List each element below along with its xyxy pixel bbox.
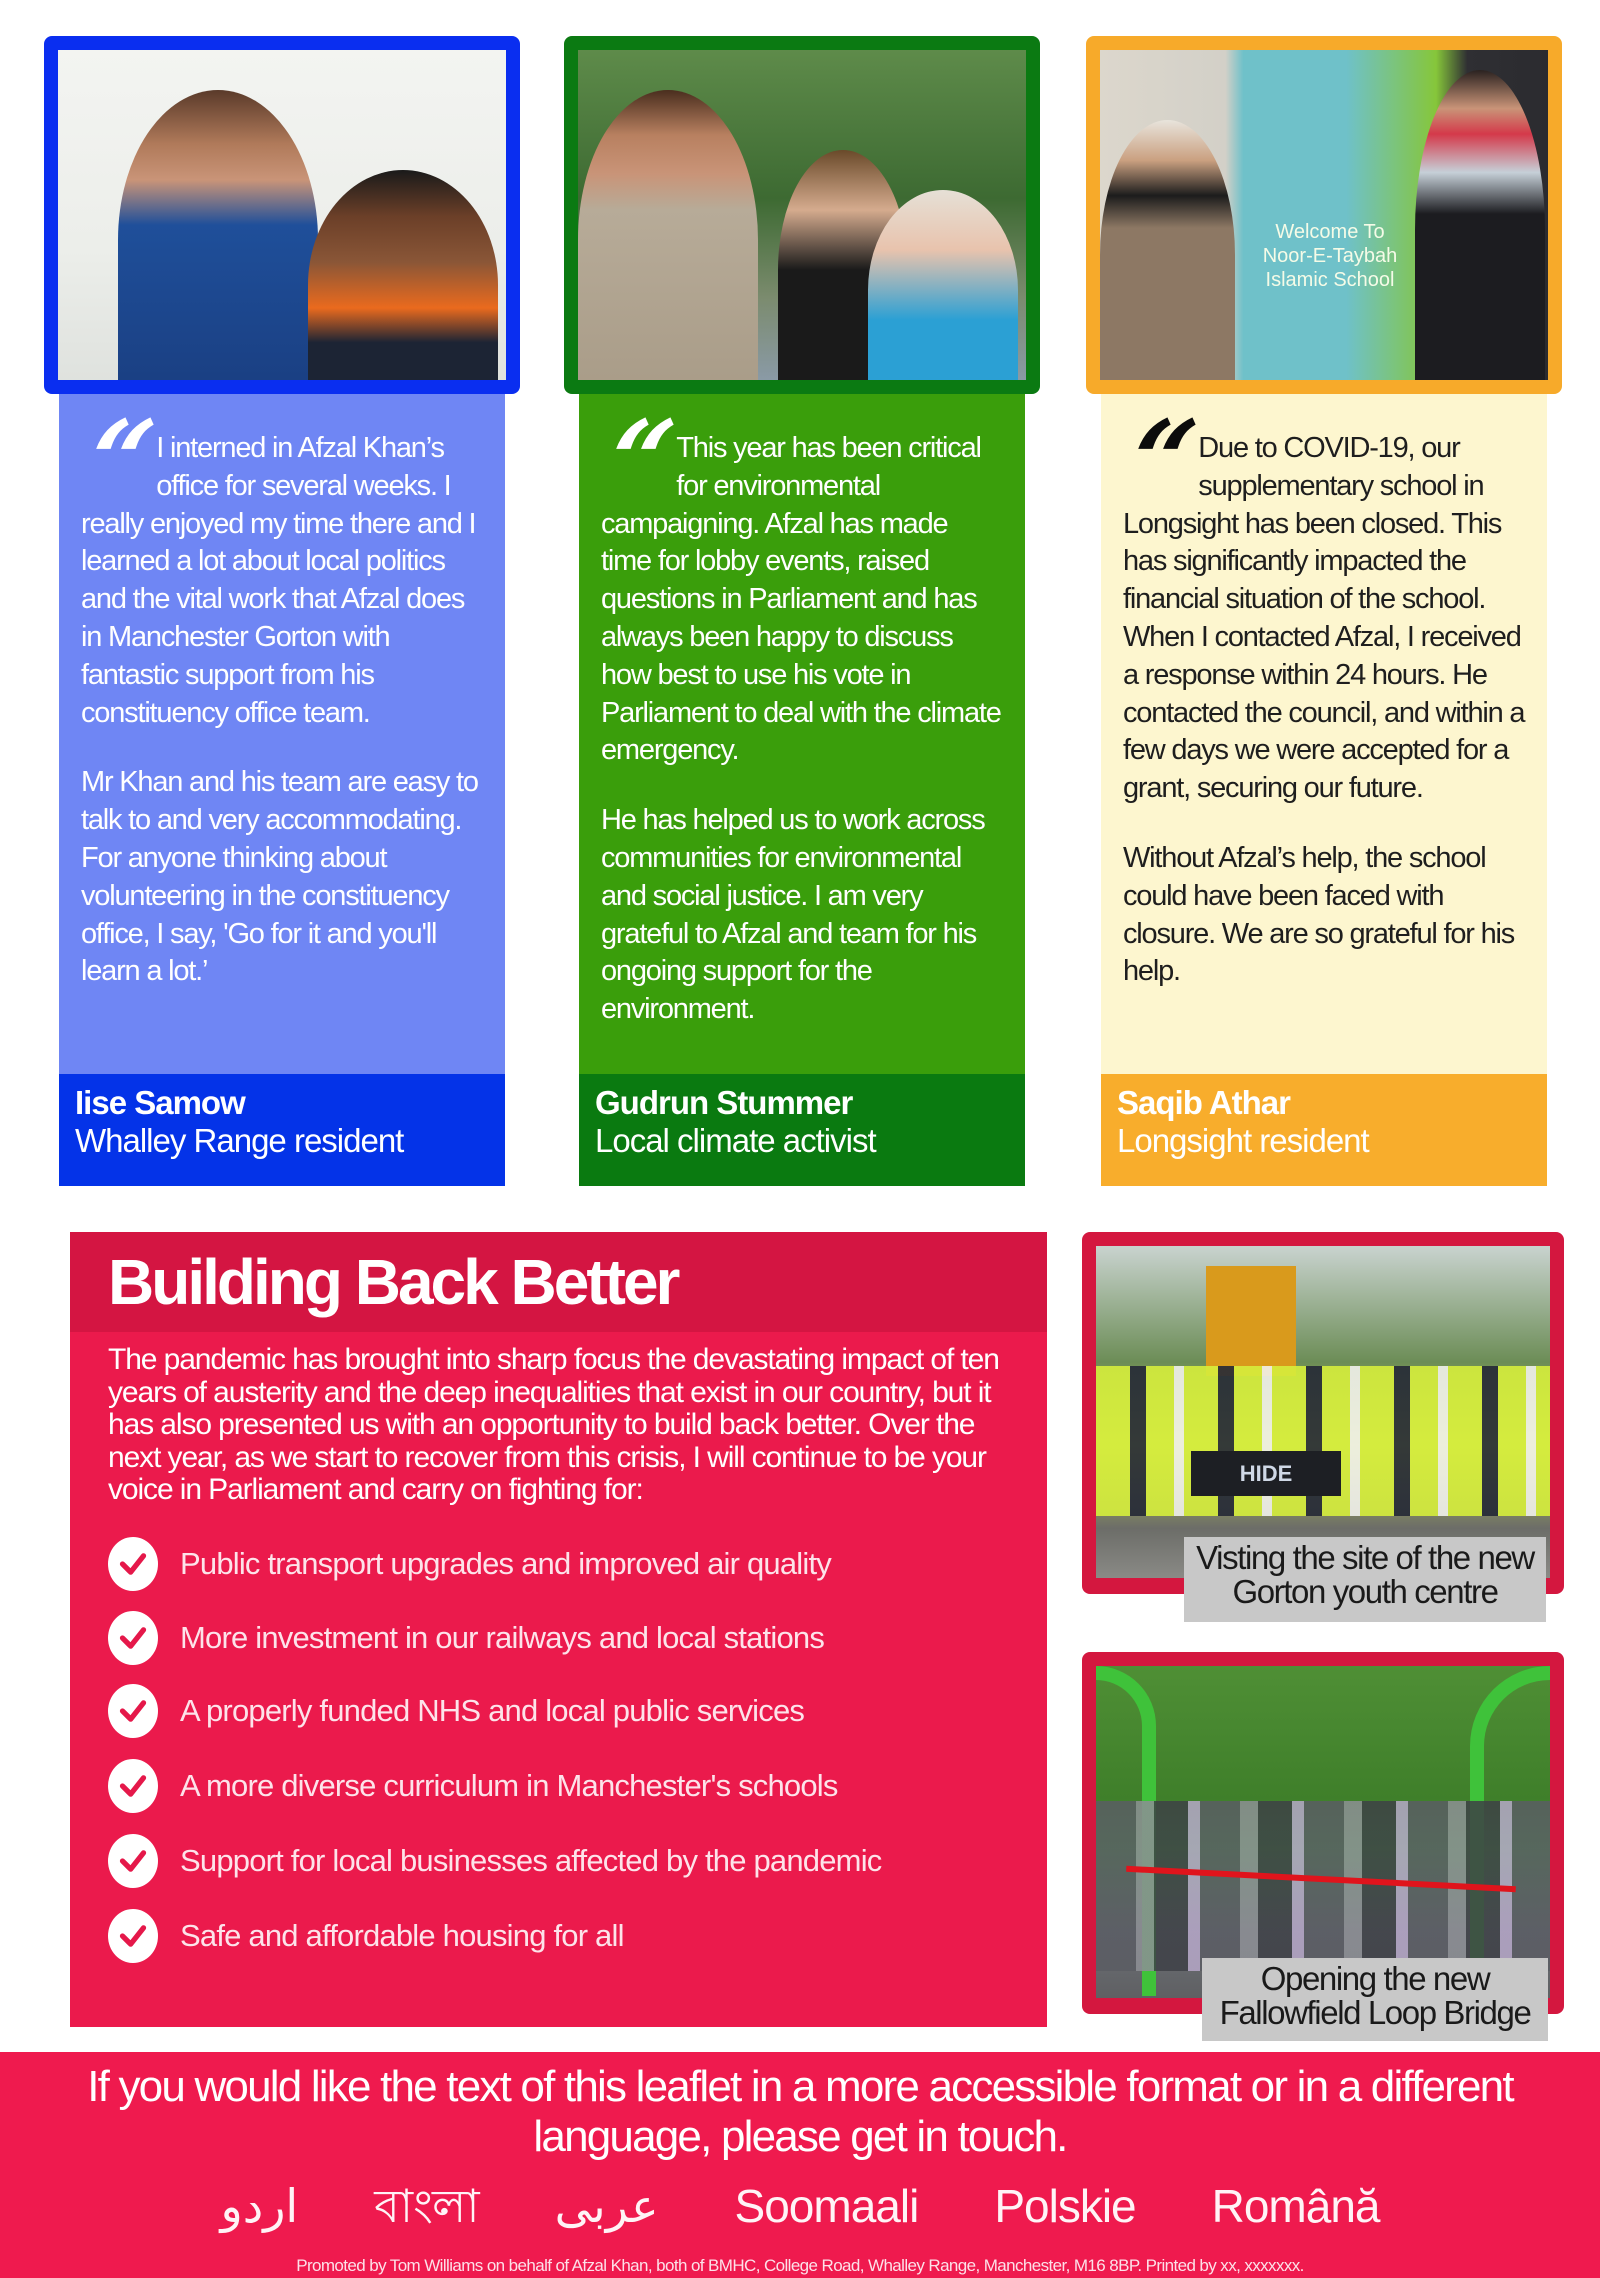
pledge-text: A properly funded NHS and local public services — [180, 1693, 805, 1728]
person-name: Gudrun Stummer — [595, 1084, 853, 1121]
photo-caption: Opening the new Fallowfield Loop Bridge — [1202, 1958, 1548, 2041]
quote-mark-icon: “ — [1123, 396, 1193, 525]
testimonial-photo — [58, 50, 506, 380]
checkmark-icon — [108, 1611, 158, 1665]
banner-text: HIDE — [1191, 1451, 1341, 1496]
language-polish: Polskie — [994, 2180, 1136, 2232]
language-urdu: اردو — [220, 2180, 299, 2232]
pledge-text: Safe and affordable housing for all — [180, 1918, 624, 1953]
quote-paragraph: Without Afzal’s help, the school could have been faced with closure. We are so grateful for his help. — [1123, 841, 1515, 988]
pledge-text: A more diverse curriculum in Manchester's schools — [180, 1768, 838, 1803]
language-arabic: عربى — [554, 2180, 659, 2232]
photo-caption: Visting the site of the new Gorton youth centre — [1184, 1537, 1546, 1622]
language-list — [0, 2176, 1600, 2236]
youth-centre-photo — [1096, 1246, 1550, 1578]
checkmark-icon — [108, 1537, 158, 1591]
checkmark-icon — [108, 1909, 158, 1963]
photo-frame — [1086, 36, 1562, 394]
quote-mark-icon: “ — [601, 396, 671, 525]
building-back-better-panel — [70, 1232, 1047, 2027]
attribution — [1101, 1074, 1547, 1186]
pledge-item — [108, 1824, 1047, 1899]
quote-panel — [579, 394, 1025, 1074]
quote-paragraph: Mr Khan and his team are easy to talk to and very accommodating. For anyone thinking about volunteering in the constituency office, I say, 'Go for it and you'll learn a lot.’ — [81, 766, 478, 988]
language-bengali: বাংলা — [374, 2180, 479, 2232]
pledge-item — [108, 1527, 1047, 1602]
quote-panel — [1101, 394, 1547, 1074]
checkmark-icon — [108, 1834, 158, 1888]
person-name: Saqib Athar — [1117, 1084, 1290, 1121]
testimonial-photo — [578, 50, 1026, 380]
section-intro: The pandemic has brought into sharp focus the devastating impact of ten years of austerity and the deep inequalities that exist in our country, but it has also presented us with an opportunity to build back better. Over the next year, as we start to recover from this crisis, I will continue to be your voice in Parliament and carry on fighting for: — [108, 1343, 999, 1506]
quote-paragraph: Due to COVID-19, our supplementary school in Longsight has been closed. This has significantly impacted the financial situation of the school. When I contacted Afzal, I received a response within 24 hours. He contacted the council, and within a few days we were accepted for a grant, securing our future. — [1123, 432, 1525, 805]
section-title: Building Back Better — [108, 1246, 678, 1318]
quote-paragraph: He has helped us to work across communities for environmental and social justice. I am very grateful to Afzal and team for his ongoing support for the environment. — [601, 804, 985, 1026]
person-role: Local climate activist — [595, 1122, 876, 1159]
pledge-item — [108, 1749, 1047, 1824]
pledge-item — [108, 1674, 1047, 1749]
testimonial-card-saqib-athar — [1086, 36, 1562, 1186]
language-somali: Soomaali — [734, 2180, 919, 2232]
pledge-item — [108, 1602, 1047, 1674]
person-role: Longsight resident — [1117, 1122, 1369, 1159]
imprint-text: Promoted by Tom Williams on behalf of Afzal Khan, both of BMHC, College Road, Whalley Range, Manchester, M16 8BP. Printed by xx, xxxxxxx. — [296, 2256, 1304, 2275]
attribution — [579, 1074, 1025, 1186]
attribution — [59, 1074, 505, 1186]
pledge-list — [70, 1507, 1047, 1974]
person-name: Iise Samow — [75, 1084, 245, 1121]
testimonial-card-iise-samow — [44, 36, 520, 1186]
testimonial-card-gudrun-stummer — [564, 36, 1040, 1186]
language-romanian: Română — [1211, 2180, 1380, 2232]
quote-panel — [59, 394, 505, 1074]
checkmark-icon — [108, 1759, 158, 1813]
bridge-opening-photo — [1096, 1666, 1550, 1998]
pledge-item — [108, 1899, 1047, 1974]
pledge-text: More investment in our railways and local stations — [180, 1619, 825, 1655]
pledge-text: Public transport upgrades and improved air quality — [180, 1546, 831, 1581]
quote-paragraph: This year has been critical for environmental campaigning. Afzal has made time for lobby events, raised questions in Parliament and has always been happy to discuss how best to use his vote in Parliament to deal with the climate emergency. — [601, 432, 1001, 767]
accessibility-footer — [0, 2052, 1600, 2278]
testimonial-photo — [1100, 50, 1548, 380]
quote-paragraph: I interned in Afzal Khan’s office for several weeks. I really enjoyed my time there and I learned a lot about local politics and the vital work that Afzal does in Manchester Gorton with fantastic support from his constituency office team. — [81, 432, 476, 729]
pledge-text: Support for local businesses affected by the pandemic — [180, 1843, 882, 1878]
quote-mark-icon: “ — [81, 396, 151, 525]
accessibility-message: If you would like the text of this leaflet in a more accessible format or in a different language, please get in touch. — [87, 2062, 1513, 2161]
photo-frame — [564, 36, 1040, 394]
photo-frame — [44, 36, 520, 394]
bbb-header — [70, 1232, 1047, 1332]
checkmark-icon — [108, 1684, 158, 1738]
school-sign-text: Welcome To Noor-E-Taybah Islamic School — [1262, 221, 1398, 291]
person-role: Whalley Range resident — [75, 1122, 404, 1159]
